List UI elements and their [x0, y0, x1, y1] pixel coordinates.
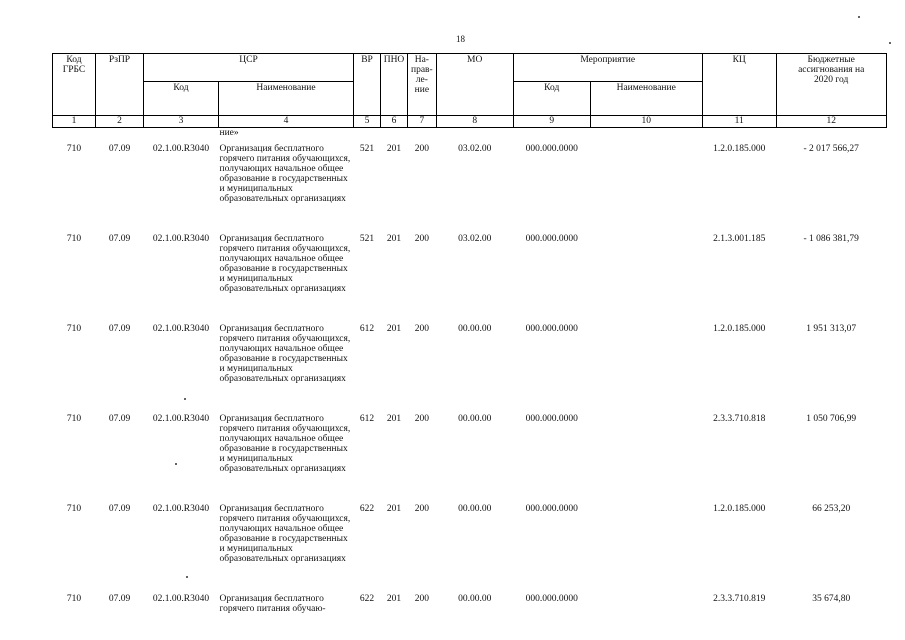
- cell-csr-kod: 02.1.00.R3040: [152, 324, 210, 334]
- cell-kc: 2.3.3.710.819: [713, 594, 766, 604]
- column-number: 2: [96, 116, 144, 128]
- cell-mer-name: [590, 410, 702, 500]
- cell-csr-name: Организация бесплатного горячего питания обучаю-: [219, 594, 326, 614]
- cell-csr-kod: 02.1.00.R3040: [152, 504, 210, 514]
- cell-napravlenie: 200: [414, 324, 429, 334]
- cell-csr-name: Организация бесплатного горячего питания обучающихся, получающих начальное общее образование в государственных и муниципальных образовательных организациях: [219, 414, 351, 474]
- cell-amount: 1 050 706,99: [806, 414, 857, 424]
- header-kc: КЦ: [702, 54, 776, 116]
- column-number: 5: [354, 116, 381, 128]
- cell-mo: 00.00.00: [458, 504, 492, 514]
- cell-vr: 612: [359, 324, 375, 334]
- page-number: 18: [456, 34, 465, 44]
- cell-amount: - 1 086 381,79: [803, 234, 859, 244]
- header-mer-name: Наименование: [590, 82, 702, 116]
- cell-grbs: 710: [66, 504, 82, 514]
- cell-grbs: 710: [66, 144, 82, 154]
- cell-rzpr: 07.09: [108, 144, 131, 154]
- cell-kc: 1.2.0.185.000: [713, 504, 766, 514]
- cell-mo: 00.00.00: [458, 594, 492, 604]
- header-budget: Бюджетные ассигнования на 2020 год: [776, 54, 886, 116]
- cell-mo: 00.00.00: [458, 324, 492, 334]
- header-mo: МО: [436, 54, 513, 116]
- continuation-row: [53, 128, 887, 141]
- header-pno: ПНО: [381, 54, 408, 116]
- cell-mer-kod: 000.000.0000: [525, 504, 578, 514]
- cell-pno: 201: [386, 144, 402, 154]
- cell-rzpr: 07.09: [108, 504, 131, 514]
- cell-csr-kod: 02.1.00.R3040: [152, 414, 210, 424]
- cell-mer-name: [590, 500, 702, 590]
- cell-vr: 612: [359, 414, 375, 424]
- cell-vr: 521: [359, 234, 375, 244]
- cell-mer-kod: 000.000.0000: [525, 234, 578, 244]
- cell-vr: 521: [359, 144, 375, 154]
- cell-pno: 201: [386, 504, 402, 514]
- cell-csr-kod: 02.1.00.R3040: [152, 234, 210, 244]
- cell-mer-name: [590, 230, 702, 320]
- cell-pno: 201: [386, 414, 402, 424]
- column-number: 10: [590, 116, 702, 128]
- table-header: [53, 54, 887, 128]
- cell-grbs: 710: [66, 594, 82, 604]
- scan-speck-right: [889, 42, 891, 44]
- header-vr: ВР: [354, 54, 381, 116]
- column-number: 4: [219, 116, 354, 128]
- cell-napravlenie: 200: [414, 504, 429, 514]
- cell-grbs: 710: [66, 234, 82, 244]
- column-number: 9: [513, 116, 590, 128]
- header-rzpr: РзПР: [96, 54, 144, 116]
- cell-rzpr: 07.09: [108, 234, 131, 244]
- cell-vr: 622: [359, 594, 375, 604]
- cell-amount: 66 253,20: [812, 504, 851, 514]
- cell-kc: 2.1.3.001.185: [713, 234, 766, 244]
- column-number: 3: [144, 116, 219, 128]
- column-number: 12: [776, 116, 886, 128]
- header-kod-grbs: Код ГРБС: [53, 54, 96, 116]
- cell-mo: 03.02.00: [458, 144, 492, 154]
- cell-grbs: 710: [66, 414, 82, 424]
- cell-csr-name: Организация бесплатного горячего питания обучающихся, получающих начальное общее образование в государственных и муниципальных образовательных организациях: [219, 144, 351, 204]
- cell-mer-name: [590, 140, 702, 230]
- cell-pno: 201: [386, 324, 402, 334]
- table-row: [53, 140, 887, 230]
- cell-kc: 2.3.3.710.818: [713, 414, 766, 424]
- column-numbers-row: [53, 116, 887, 128]
- cell-mer-name: [590, 590, 702, 634]
- cell-mer-kod: 000.000.0000: [525, 324, 578, 334]
- table-row: [53, 410, 887, 500]
- table-body: [53, 128, 887, 635]
- cell-mer-name: [590, 320, 702, 410]
- cell-napravlenie: 200: [414, 414, 429, 424]
- cell-amount: - 2 017 566,27: [803, 144, 859, 154]
- cell-napravlenie: 200: [414, 594, 429, 604]
- budget-table: [52, 53, 887, 634]
- cell-amount: 35 674,80: [812, 594, 851, 604]
- column-number: 11: [702, 116, 776, 128]
- cell-mo: 00.00.00: [458, 414, 492, 424]
- cell-vr: 622: [359, 504, 375, 514]
- header-napravlenie: На-прав-ле-ние: [408, 54, 437, 116]
- cell-kc: 1.2.0.185.000: [713, 144, 766, 154]
- cell-mer-kod: 000.000.0000: [525, 594, 578, 604]
- cell-rzpr: 07.09: [108, 324, 131, 334]
- cell-csr-kod: 02.1.00.R3040: [152, 594, 210, 604]
- header-csr: ЦСР: [144, 54, 354, 82]
- cell-mo: 03.02.00: [458, 234, 492, 244]
- cell-pno: 201: [386, 594, 402, 604]
- cell-mer-kod: 000.000.0000: [525, 144, 578, 154]
- header-meropriyatie: Мероприятие: [513, 54, 702, 82]
- header-csr-name: Наименование: [219, 82, 354, 116]
- cell-kc: 1.2.0.185.000: [713, 324, 766, 334]
- cell-csr-kod: 02.1.00.R3040: [152, 144, 210, 154]
- table-row: [53, 230, 887, 320]
- cell-csr-name: Организация бесплатного горячего питания обучающихся, получающих начальное общее образование в государственных и муниципальных образовательных организациях: [219, 324, 351, 384]
- column-number: 8: [436, 116, 513, 128]
- cell-rzpr: 07.09: [108, 414, 131, 424]
- column-number: 7: [408, 116, 437, 128]
- scan-speck-top-right: [858, 16, 860, 18]
- cell-pno: 201: [386, 234, 402, 244]
- header-csr-kod: Код: [144, 82, 219, 116]
- cell-mer-kod: 000.000.0000: [525, 414, 578, 424]
- column-number: 6: [381, 116, 408, 128]
- cell-grbs: 710: [66, 324, 82, 334]
- cell-rzpr: 07.09: [108, 594, 131, 604]
- cell-amount: 1 951 313,07: [806, 324, 857, 334]
- cell-csr-name: Организация бесплатного горячего питания обучающихся, получающих начальное общее образование в государственных и муниципальных образовательных организациях: [219, 504, 351, 564]
- table-row: [53, 590, 887, 634]
- header-mer-kod: Код: [513, 82, 590, 116]
- table-row: [53, 320, 887, 410]
- cell-napravlenie: 200: [414, 234, 429, 244]
- column-number: 1: [53, 116, 96, 128]
- table-row: [53, 500, 887, 590]
- continuation-text: ние»: [219, 128, 239, 138]
- cell-csr-name: Организация бесплатного горячего питания обучающихся, получающих начальное общее образование в государственных и муниципальных образовательных организациях: [219, 234, 351, 294]
- cell-napravlenie: 200: [414, 144, 429, 154]
